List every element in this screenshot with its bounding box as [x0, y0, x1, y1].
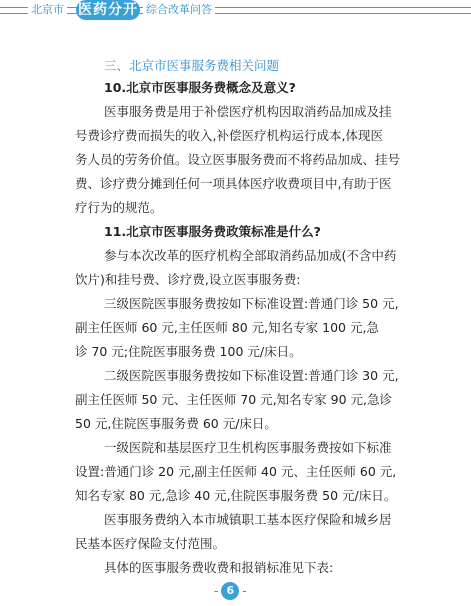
question-10-title: 10.北京市医事服务费概念及意义?	[104, 80, 296, 95]
header-rule-top	[0, 7, 471, 8]
question-11-paragraph-5	[75, 508, 405, 556]
header-subtitle: 综合改革问答	[143, 2, 215, 18]
header-rule-bottom	[0, 13, 471, 14]
question-10-answer	[75, 100, 405, 220]
paragraph-line: 副主任医师 60 元,主任医师 80 元,知名专家 100 元,急	[75, 320, 379, 335]
paragraph-line: 具体的医事服务费收费和报销标准见下表:	[104, 560, 334, 575]
header-logo: 医药分开	[78, 2, 138, 18]
question-11-paragraph-4	[75, 436, 405, 508]
paragraph-line: 一级医院和基层医疗卫生机构医事服务费按如下标准	[104, 440, 392, 455]
header-city-label: 北京市	[28, 2, 67, 18]
paragraph-line: 饮片)和挂号费、诊疗费,设立医事服务费:	[75, 272, 301, 287]
question-11-title: 11.北京市医事服务费政策标准是什么?	[104, 224, 321, 239]
question-11-paragraph-6	[75, 556, 405, 580]
paragraph-line: 民基本医疗保险支付范围。	[75, 536, 226, 551]
paragraph-line: 疗行为的规范。	[75, 200, 163, 215]
page-header	[0, 0, 471, 24]
paragraph-line: 号费诊疗费而损失的收入,补偿医疗机构运行成本,体现医	[75, 128, 383, 143]
paragraph-line: 设置:普通门诊 20 元,副主任医师 40 元、主任医师 60 元,	[75, 464, 397, 479]
page-number	[214, 580, 247, 602]
page-content	[75, 56, 405, 580]
paragraph-line: 诊 70 元;住院医事服务费 100 元/床日。	[75, 344, 302, 359]
paragraph-line: 医事服务费纳入本市城镇职工基本医疗保险和城乡居	[104, 512, 392, 527]
question-11-paragraph-3	[75, 364, 405, 436]
page-number-dash-right: -	[242, 584, 247, 598]
paragraph-line: 务人员的劳务价值。设立医事服务费而不将药品加成、挂号	[75, 152, 401, 167]
paragraph-line: 副主任医师 50 元、主任医师 70 元,知名专家 90 元,急诊	[75, 392, 393, 407]
paragraph-line: 参与本次改革的医疗机构全部取消药品加成(不含中药	[104, 248, 397, 263]
page-number-badge: 6	[221, 582, 239, 600]
page-number-dash-left: -	[214, 584, 219, 598]
paragraph-line: 费、诊疗费分摊到任何一项具体医疗收费项目中,有助于医	[75, 176, 392, 191]
paragraph-line: 三级医院医事服务费按如下标准设置:普通门诊 50 元,	[104, 296, 399, 311]
paragraph-line: 知名专家 80 元,急诊 40 元,住院医事服务费 50 元/床日。	[75, 488, 397, 503]
question-11-paragraph-1	[75, 244, 405, 292]
section-title: 三、北京市医事服务费相关问题	[104, 58, 280, 73]
question-11-paragraph-2	[75, 292, 405, 364]
paragraph-line: 50 元,住院医事服务费 60 元/床日。	[75, 416, 277, 431]
paragraph-line: 二级医院医事服务费按如下标准设置:普通门诊 30 元,	[104, 368, 399, 383]
paragraph-line: 医事服务费是用于补偿医疗机构因取消药品加成及挂	[104, 104, 392, 119]
